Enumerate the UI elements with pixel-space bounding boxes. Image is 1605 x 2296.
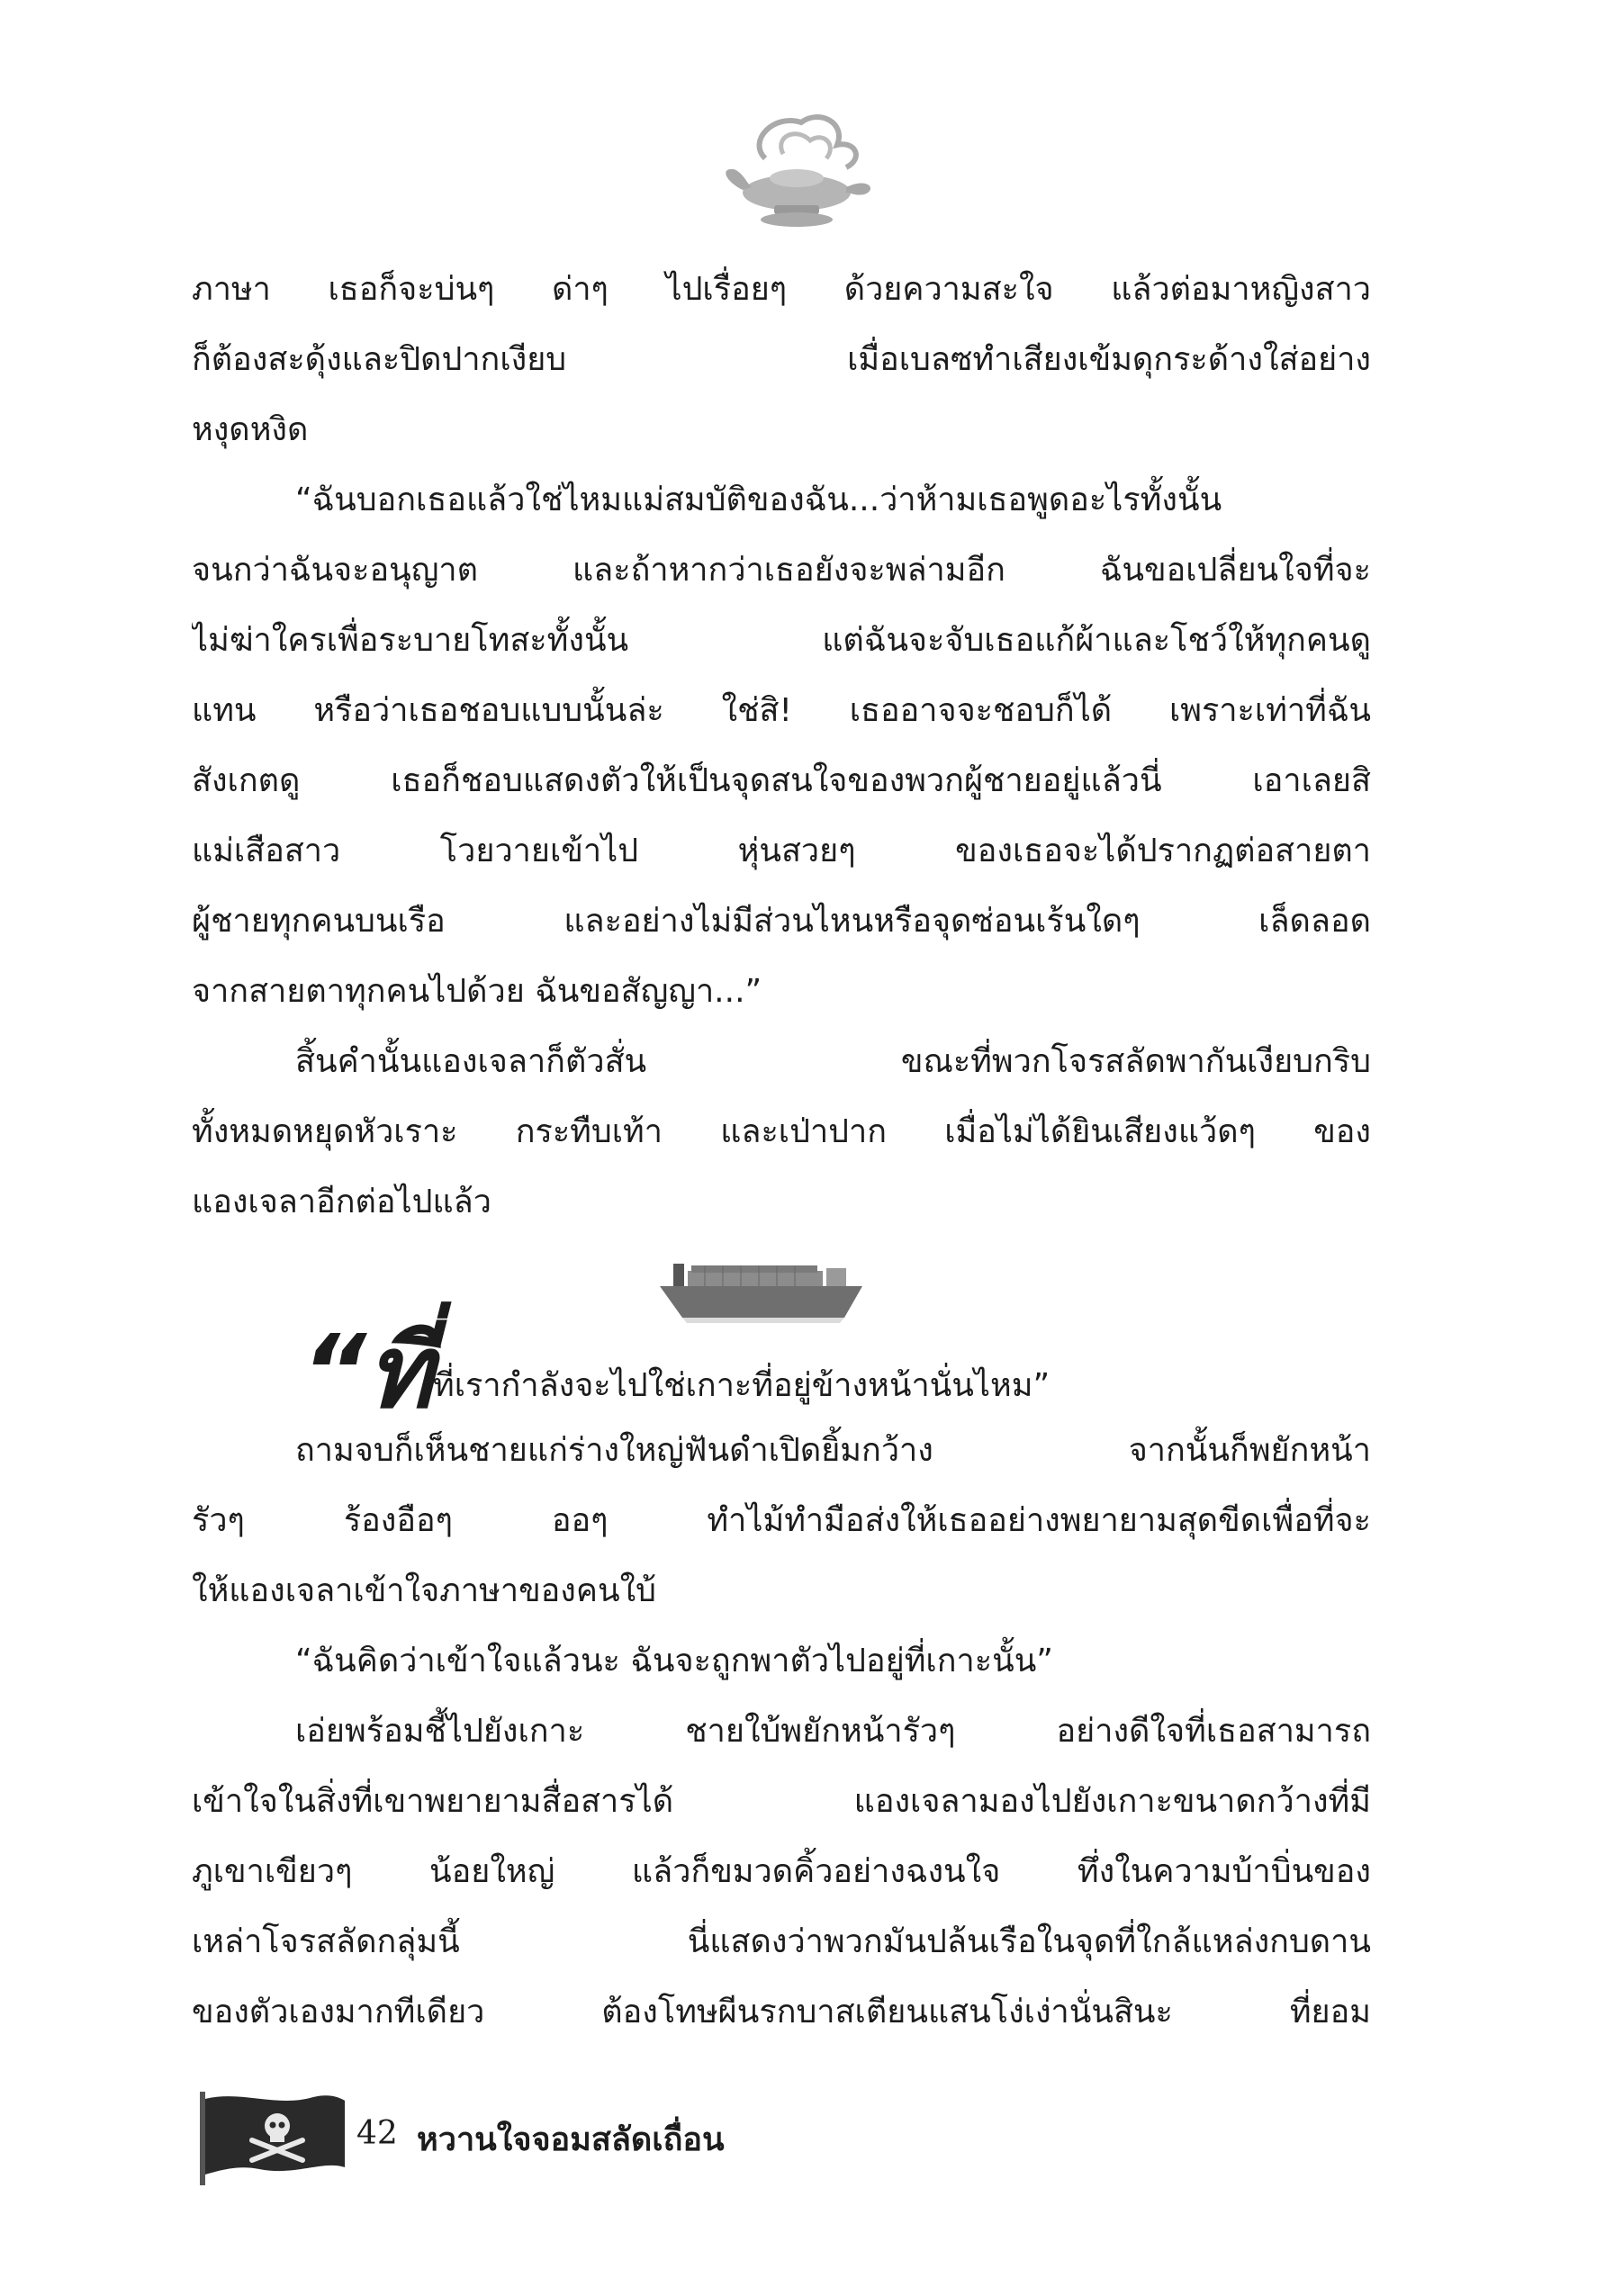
book-title: หวานใจจอมสลัดเถื่อน xyxy=(417,2121,725,2158)
text-line: ให้แองเจลาเข้าใจภาษาของคนใบ้ xyxy=(192,1572,657,1609)
cargo-ship-icon xyxy=(655,1246,871,1327)
text-line: ก็ต้องสะดุ้งและปิดปากเงียบ เมื่อเบลซทำเสียงเข้มดุกระด้างใส่อย่าง xyxy=(192,341,1371,378)
dropcap-line-text: ที่เรากำลังจะไปใช่เกาะที่อยู่ข้างหน้านั่นไหม” xyxy=(432,1367,1050,1404)
genie-lamp-icon xyxy=(711,104,882,230)
drop-cap: “ที่ xyxy=(302,1314,433,1431)
text-line: ภูเขาเขียวๆ น้อยใหญ่ แล้วก็ขมวดคิ้วอย่างฉงนใจ ทึ่งในความบ้าบิ่นของ xyxy=(192,1853,1371,1890)
text-line: แทน หรือว่าเธอชอบแบบนั้นล่ะ ใช่สิ! เธออาจจะชอบก็ได้ เพราะเท่าที่ฉัน xyxy=(192,692,1371,729)
text-line: ถามจบก็เห็นชายแก่ร่างใหญ่ฟันดำเปิดยิ้มกว้าง จากนั้นก็พยักหน้า xyxy=(295,1432,1371,1469)
text-block-top xyxy=(192,255,1371,1238)
text-line: จากสายตาทุกคนไปด้วย ฉันขอสัญญา...” xyxy=(192,973,762,1010)
text-line: สิ้นคำนั้นแองเจลาก็ตัวสั่น ขณะที่พวกโจรสลัดพากันเงียบกริบ xyxy=(295,1043,1371,1080)
text-line: ภาษา เธอก็จะบ่นๆ ด่าๆ ไปเรื่อยๆ ด้วยความสะใจ แล้วต่อมาหญิงสาว xyxy=(192,271,1371,308)
text-line: ผู้ชายทุกคนบนเรือ และอย่างไม่มีส่วนไหนหรือจุดซ่อนเร้นใดๆ เล็ดลอด xyxy=(192,903,1371,940)
text-line: จนกว่าฉันจะอนุญาต และถ้าหากว่าเธอยังจะพล่ามอีก ฉันขอเปลี่ยนใจที่จะ xyxy=(192,552,1371,589)
text-line: “ฉันคิดว่าเข้าใจแล้วนะ ฉันจะถูกพาตัวไปอยู่ที่เกาะนั้น” xyxy=(295,1643,1053,1679)
text-line: เหล่าโจรสลัดกลุ่มนี้ นี่แสดงว่าพวกมันปล้นเรือในจุดที่ใกล้แหล่งกบดาน xyxy=(192,1923,1371,1960)
text-line: หงุดหงิด xyxy=(192,411,309,448)
text-line: เข้าใจในสิ่งที่เขาพยายามสื่อสารได้ แองเจลามองไปยังเกาะขนาดกว้างที่มี xyxy=(192,1783,1371,1820)
text-line: เอ่ยพร้อมชี้ไปยังเกาะ ชายใบ้พยักหน้ารัวๆ อย่างดีใจที่เธอสามารถ xyxy=(295,1713,1371,1750)
text-line: แม่เสือสาว โวยวายเข้าไป หุ่นสวยๆ ของเธอจะได้ปรากฏต่อสายตา xyxy=(192,833,1371,869)
page-footer xyxy=(196,2088,1006,2187)
dropcap-line xyxy=(302,1314,1373,1431)
text-line: ไม่ฆ่าใครเพื่อระบายโทสะทั้งนั้น แต่ฉันจะจับเธอแก้ผ้าและโชว์ให้ทุกคนดู xyxy=(192,622,1371,659)
page-number: 42 xyxy=(356,2115,398,2152)
text-line: สังเกตดู เธอก็ชอบแสดงตัวให้เป็นจุดสนใจของพวกผู้ชายอยู่แล้วนี่ เอาเลยสิ xyxy=(192,762,1371,799)
text-block-bottom xyxy=(192,1416,1371,2048)
text-line: ของตัวเองมากทีเดียว ต้องโทษผีนรกบาสเตียนแสนโง่เง่านั่นสินะ ที่ยอม xyxy=(192,1994,1371,2030)
pirate-flag-icon xyxy=(196,2088,349,2187)
text-line: รัวๆ ร้องอือๆ ออๆ ทำไม้ทำมือส่งให้เธออย่างพยายามสุดขีดเพื่อที่จะ xyxy=(192,1502,1371,1539)
text-line: “ฉันบอกเธอแล้วใช่ไหมแม่สมบัติของฉัน...ว่าห้ามเธอพูดอะไรทั้งนั้น xyxy=(295,482,1222,518)
text-line: ทั้งหมดหยุดหัวเราะ กระทืบเท้า และเป่าปาก เมื่อไม่ได้ยินเสียงแว้ดๆ ของ xyxy=(192,1113,1371,1150)
text-line: แองเจลาอีกต่อไปแล้ว xyxy=(192,1184,491,1220)
